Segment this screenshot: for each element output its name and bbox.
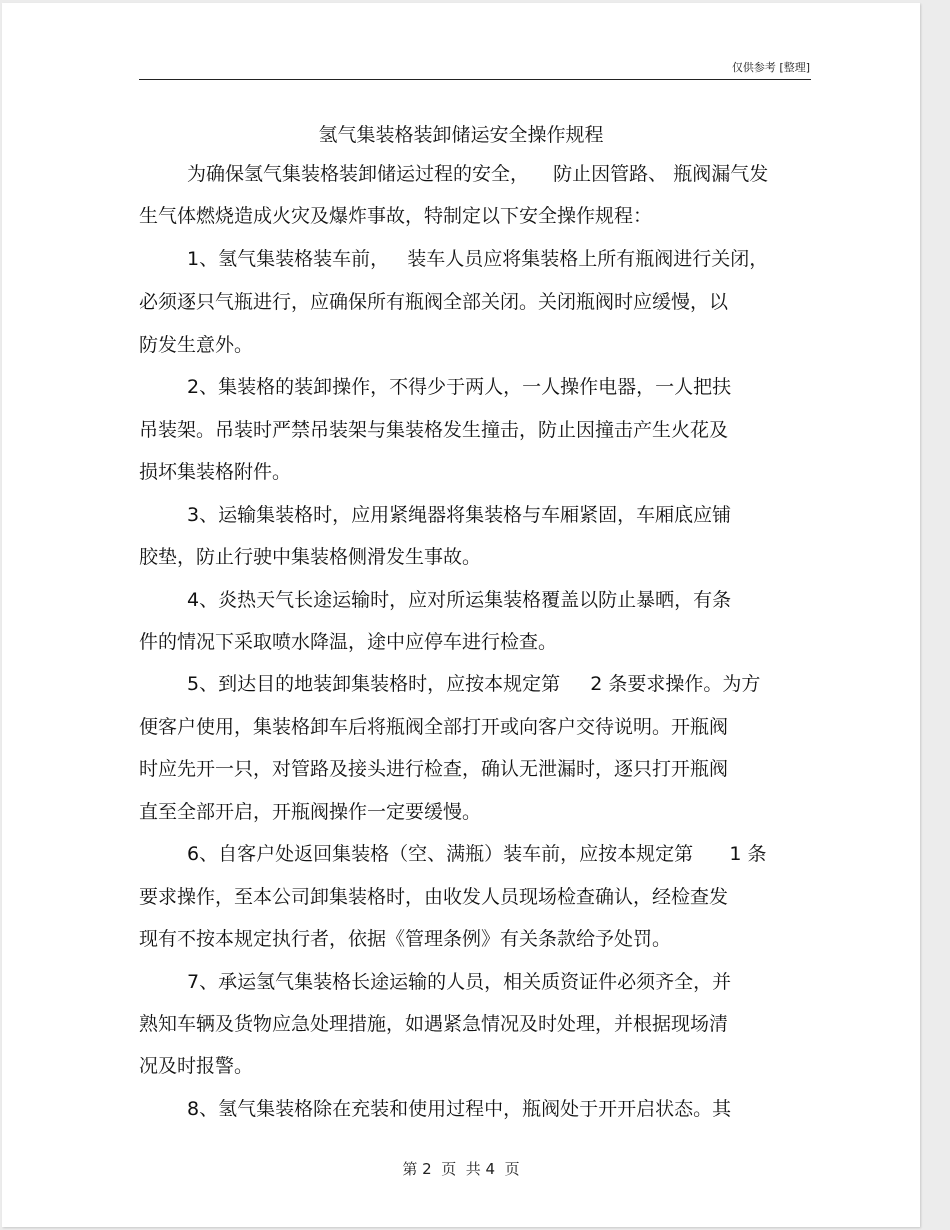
body-line: 为确保氢气集装格装卸储运过程的安全， 防止因管路、 瓶阀漏气发	[187, 163, 769, 185]
body-line: 吊装架。吊装时严禁吊装架与集装格发生撞击，防止因撞击产生火花及	[139, 419, 729, 441]
body-line: 时应先开一只，对管路及接头进行检查，确认无泄漏时，逐只打开瓶阀	[139, 758, 729, 780]
body-line: 直至全部开启，开瓶阀操作一定要缓慢。	[139, 801, 482, 823]
page-number: 第 2 页 共 4 页	[402, 1160, 520, 1178]
body-line: 8、氢气集装格除在充装和使用过程中，瓶阀处于开开启状态。其	[187, 1098, 732, 1120]
body-line: 生气体燃烧造成火灾及爆炸事故，特制定以下安全操作规程：	[139, 205, 653, 227]
body-line: 损坏集装格附件。	[139, 461, 292, 483]
body-line: 1、氢气集装格装车前， 装车人员应将集装格上所有瓶阀进行关闭，	[187, 248, 769, 270]
header-divider	[139, 79, 811, 80]
body-line: 6、自客户处返回集装格（空、满瓶）装车前，应按本规定第 1 条	[187, 843, 767, 865]
body-line: 熟知车辆及货物应急处理措施，如遇紧急情况及时处理，并根据现场清	[139, 1013, 729, 1035]
body-line: 必须逐只气瓶进行，应确保所有瓶阀全部关闭。关闭瓶阀时应缓慢，以	[139, 291, 729, 313]
body-line: 3、运输集装格时，应用紧绳器将集装格与车厢紧固，车厢底应铺	[187, 504, 732, 526]
body-line: 2、集装格的装卸操作，不得少于两人，一人操作电器，一人把扶	[187, 376, 732, 398]
body-line: 况及时报警。	[139, 1055, 254, 1077]
body-line: 5、到达目的地装卸集装格时，应按本规定第 2 条要求操作。为方	[187, 673, 761, 695]
body-line: 现有不按本规定执行者，依据《管理条例》有关条款给予处罚。	[139, 928, 672, 950]
body-line: 件的情况下采取喷水降温，途中应停车进行检查。	[139, 631, 558, 653]
body-line: 要求操作，至本公司卸集装格时，由收发人员现场检查确认，经检查发	[139, 886, 729, 908]
body-line: 7、承运氢气集装格长途运输的人员，相关质资证件必须齐全，并	[187, 971, 732, 993]
document-page	[2, 3, 920, 1227]
body-line: 胶垫，防止行驶中集装格侧滑发生事故。	[139, 546, 482, 568]
body-line: 4、炎热天气长途运输时，应对所运集装格覆盖以防止暴晒，有条	[187, 589, 732, 611]
body-line: 便客户使用，集装格卸车后将瓶阀全部打开或向客户交待说明。开瓶阀	[139, 716, 729, 738]
header-note: 仅供参考 [整理]	[731, 61, 810, 74]
body-line: 防发生意外。	[139, 334, 254, 356]
document-title: 氢气集装格装卸储运安全操作规程	[318, 124, 604, 146]
